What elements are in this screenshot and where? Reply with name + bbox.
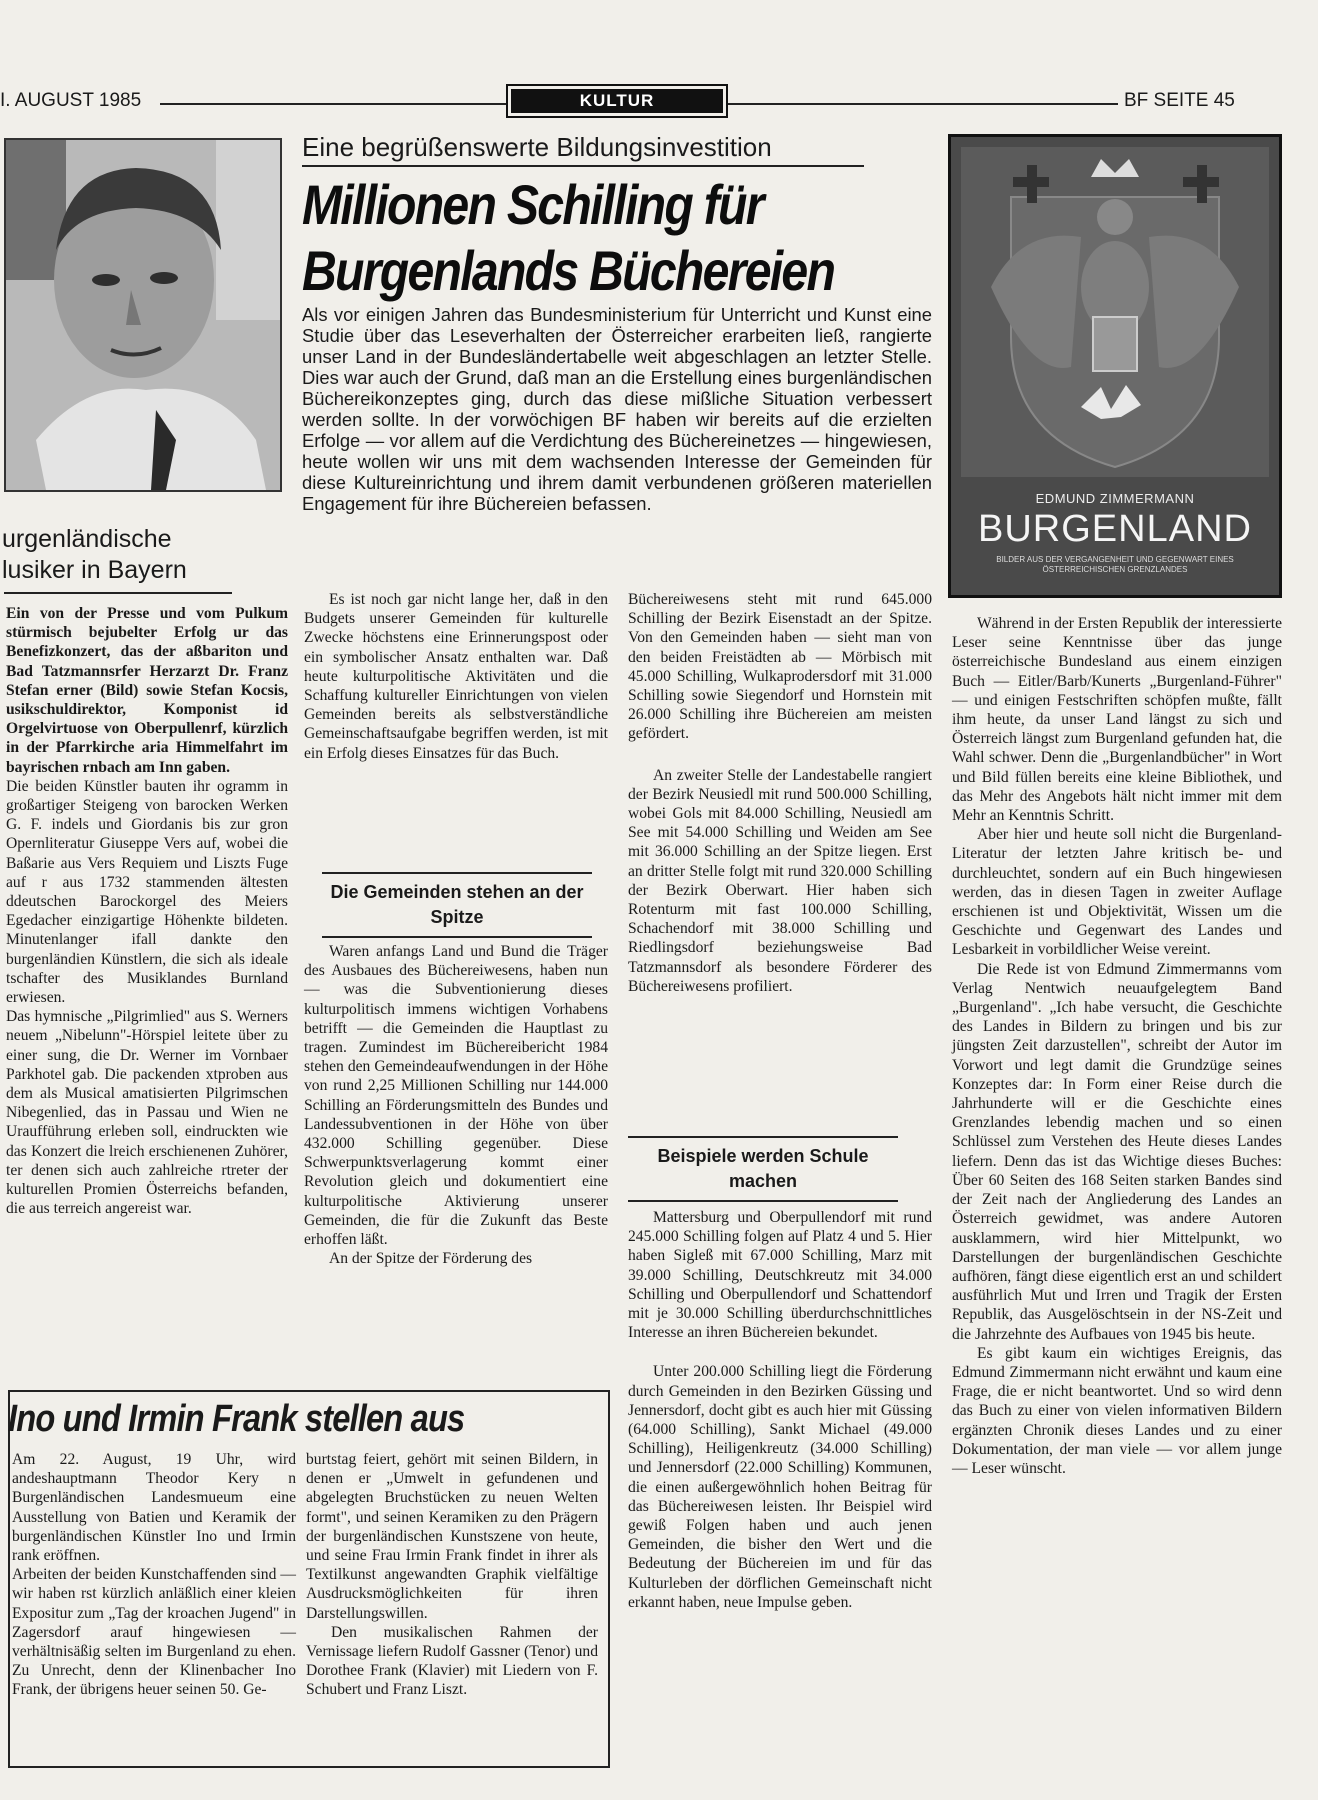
side-headline-line-1: urgenländische [2,525,172,553]
subhead-gemeinden: Die Gemeinden stehen an der Spitze [322,872,592,938]
header-rule-right [728,103,1118,105]
article-paragraph: An zweiter Stelle der Landestabelle rangiert der Bezirk Neusiedl mit rund 500.000 Schilling, wobei Gols mit 84.000 Schilling, Neusiedl am See mit 54.000 Schilling und Weiden am See mit 36.000 Schilling an der Spitze liegen. Erst an dritter Stelle folgt mit rund 320.000 Schilling der Bezirk Oberwart. Hier haben sich Rotenturm mit fast 100.000 Schilling, Schachendorf mit 38.000 Schilling und Riedlingsdorf beziehungsweise Bad Tatzmannsdorf als besondere Förderer des Büchereiwesens profiliert. [628,766,932,995]
exhibition-paragraph: Den musikalischen Rahmen der Vernissage liefern Rudolf Gassner (Tenor) und Dorothee Frank (Klavier) mit Liedern von F. Schubert und Franz Liszt. [306,1623,598,1699]
exhibition-headline: Ino und Irmin Frank stellen aus [8,1398,465,1440]
side-article-paragraph: Das hymnische „Pilgrimlied" aus S. Werners neuem „Nibelunn"-Hörspiel leitete über zu einer sung, die Dr. Werner im Vornbaer Parkhotel gab. Die packenden xtproben aus dem als Musical amatisierten Pilgrimschen Nibegenlied, das in Passau und Wien ne Uraufführung erleben soll, eindruckten wie das Konzert die lreich erschienenen Zuhörer, ter denen sich auch zahlreiche rtreter der kulturellen Promien Österreichs befanden, die aus terreich angereist war. [6,1008,288,1218]
review-paragraph: Es gibt kaum ein wichtiges Ereignis, das Edmund Zimmermann nicht erwähnt und kaum eine Frage, die er nicht beantwortet. Und so wird denn das Buch zu einer von vielen informativen Bildern ergänzten Chronik dieses Landes und zu einer Dokumentation, der man viele — vor allem junge — Leser wünscht. [952,1344,1282,1477]
header-rule-left [160,103,506,105]
section-label: KULTUR [511,89,723,113]
article-column-1 [304,590,608,763]
headline-line-2: Burgenlands Büchereien [302,239,835,302]
portrait-image [6,140,280,490]
book-cover [948,134,1282,598]
subhead-beispiele: Beispiele werden Schule machen [628,1136,898,1202]
article-column-1-cont [304,942,608,1268]
portrait-photo [4,138,282,492]
review-paragraph: Während in der Ersten Republik der interessierte Leser seine Kenntnisse über das junge österreichische Bundesland aus einem einzigen Buch — Eitler/Barb/Kunerts „Burgenland-Führer" — und einigen Festschriften schöpfen mußte, fällt ihm heute, da unser Land längst zu sich und Österreich längst zum Burgenland gefunden hat, die Wahl schwer. Denn die „Burgenlandbücher" in Wort und Bild füllen bereits eine kleine Bibliothek, und das Mehr des Angebots hält nicht immer mit dem Mehr an Kenntnis Schritt. [952,615,1282,825]
side-article-intro: Ein von der Presse und vom Pulkum stürmisch bejubelter Erfolg ur das Benefizkonzert, das der aßbariton und Bad Tatzmannsrfer Herzarzt Dr. Franz Stefan erner (Bild) sowie Stefan Kocsis, usikschuldirektor, Komponist id Orgelvirtuose von Oberpullenrf, kürzlich in der Pfarrkirche aria Himmelfahrt im bayrischen rnbach am Inn gaben. [6,605,288,776]
side-article-paragraph: Die beiden Künstler bauten ihr ogramm in großartiger Steigeng von barocken Werken G. F. indels und Giordanis bis zur gron Opernliteratur Giuseppe Vers auf, wobei die Baßarie aus Vers Requiem und Liszts Fuge auf r aus 1732 stammenden ältesten ddeutschen Barockorgel des Meiers Egedacher einzigartige Höhenkte bildeten. Minutenlanger ifall dankte den burgenländien Künstlern, die sich als ideale tschafter des Musiklandes Burnland erwiesen. [6,777,288,1007]
article-paragraph: Waren anfangs Land und Bund die Träger des Ausbaues des Büchereiwesens, haben nun — was die Subventionierung dieses kulturpolitisch immens wichtigen Vorhabens betrifft — die Gemeinden die Hauptlast zu tragen. Zumindest im Büchereibericht 1984 stehen den Gemeindeaufwendungen in der Höhe von rund 2,25 Millionen Schilling nur 144.000 Schilling an Förderungsmitteln des Bundes und Landessubventionen in der Höhe von über 432.000 Schilling gegenüber. Diese Schwerpunktsverlagerung kommt einer Revolution gleich und dokumentiert eine kulturpolitische Aktivierung unserer Gemeinden, die für die Zukunft das Beste erhoffen läßt. [304,943,608,1249]
exhibition-column-1 [12,1450,296,1700]
side-article-body [6,604,288,1219]
article-paragraph: Unter 200.000 Schilling liegt die Förderung durch Gemeinden in den Bezirken Güssing und Jennersdorf, docht gibt es auch hier mit Güssing (64.000 Schilling), Sankt Michael (49.000 Schilling), Heiligenkreutz (34.000 Schilling) und Jennersdorf (22.000 Schilling) Kommunen, die einen außergewöhnlich hohen Beitrag für das Büchereiwesen leisten. Ihr Beispiel wird gewiß Folgen haben und auch jenen Gemeinden, die bisher den Wert und die Bedeutung der Büchereien im und für das Kulturleben der dörflichen Gemeinschaft nicht erkannt haben, neue Impulse geben. [628,1363,932,1611]
article-paragraph: Büchereiwesens steht mit rund 645.000 Schilling der Bezirk Eisenstadt an der Spitze. Von den Gemeinden haben — sieht man von den beiden Freistädten ab — Mörbisch mit 45.000 Schilling, Wulkaprodersdorf mit 31.000 Schilling sowie Siegendorf und Hornstein mit 26.000 Schilling ihre Büchereien am meisten gefördert. [628,591,932,743]
issue-date: I. AUGUST 1985 [0,90,142,111]
article-column-2 [628,590,932,996]
review-paragraph: Die Rede ist von Edmund Zimmermanns vom Verlag Nentwich neuaufgelegtem Band „Burgenland". „Ich habe versucht, die Geschichte des Landes in Bildern zu bringen und bis zur jüngsten Zeit darzustellen", schreibt der Autor im Vorwort und legt damit die Grundzüge seines Konzeptes dar: In Form einer Reise durch die Jahrhunderte will er die Geschichte eines Grenzlandes lebendig machen und so einen Schlüssel zum Verstehen des Heute dieses Landes liefern. Denn das ist das Wichtige dieses Buches: Über 60 Seiten des 168 Seiten starken Bandes sind der Zeit nach der Angliederung des Landes an Österreich gewidmet, was andere Autoren ausklammern, wird hier Mittelpunkt, wo Darstellungen der burgenländischen Geschichte aufhören, fängt diese eigentlich erst an und schildert ausführlich Mut und Irren und Tragik der Ersten Republik, das Ausgelöschtsein in der NS-Zeit und die Jahrzehnte des Aufbaues von 1945 bis heute. [952,960,1282,1343]
article-column-2-cont [628,1208,932,1612]
kicker-rule [302,165,864,167]
side-headline-line-2: lusiker in Bayern [2,556,187,584]
article-kicker: Eine begrüßenswerte Bildungsinvestition [302,132,772,162]
exhibition-paragraph: Arbeiten der beiden Kunstchaffenden sind — wir haben rst kürzlich anläßlich einer kleien Expositur zum „Tag der kroachen Jugend" in Zagersdorf arauf hingewiesen — verhältnisäßig selten im Burgenland zu ehen. Zu Unrecht, denn der Klinenbacher Ino Frank, der übrigens heuer seinen 50. Ge- [12,1566,296,1699]
side-article-headline [2,524,187,586]
exhibition-column-2 [306,1450,598,1700]
exhibition-paragraph: burtstag feiert, gehört mit seinen Bildern, in denen er „Umwelt in gefundenen und abgelegten Bruchstücken zu neuen Welten formt", und seinen Keramiken zu den Prägern der burgenländischen Kunstszene von heute, und seine Frau Irmin Frank findet in ihrer als Textilkunst angewandten Graphik vielfältige Ausdrucksmöglichkeiten für ihren Darstellungswillen. [306,1451,598,1622]
article-headline [302,172,852,304]
book-title: BURGENLAND [978,508,1252,550]
article-lead: Als vor einigen Jahren das Bundesministerium für Unterricht und Kunst eine Studie über das Leseverhalten der Österreicher erarbeiten ließ, rangierte unser Land in der Bundesländertabelle weit abgeschlagen an letzter Stelle. Dies war auch der Grund, daß man an die Erstellung eines burgenländischen Büchereikonzeptes ging, durch das diese mißliche Situation verbessert werden sollte. In der vorwöchigen BF haben wir bereits auf die erzielten Erfolge — vor allem auf die Verdichtung des Büchereinetzes — hingewiesen, heute wollen wir uns mit dem wachsenden Interesse der Gemeinden für diese Kultureinrichtung und ihrem damit verbundenen größeren materiellen Engagement für ihre Büchereien befassen. [302,304,932,514]
article-paragraph: An der Spitze der Förderung des [328,1250,533,1268]
side-headline-rule [4,592,232,594]
article-paragraph: Es ist noch gar nicht lange her, daß in den Budgets unserer Gemeinden für kulturelle Zwecke höchstens eine Erinnerungspost oder ein symbolischer Ansatz enthalten war. Daß heute kulturpolitische Aktivitäten und die Schaffung kultureller Einrichtungen von vielen Gemeinden bereits als selbstverständliche Gemeinschaftsaufgabe begriffen werden, ist mit ein Erfolg dieses Einsatzes für das Buch. [304,591,608,762]
book-subtitle: BILDER AUS DER VERGANGENHEIT UND GEGENWART EINES ÖSTERREICHISCHEN GRENZLANDES [996,555,1234,574]
review-paragraph: Aber hier und heute soll nicht die Burgenland-Literatur der letzten Jahre kritisch be- und durchleuchtet, sondern auf ein Buch hingewiesen werden, das in diesen Tagen in zweiter Auflage erschienen ist und Objektivität, Wissen um die Geschichte und Gegenwart des Landes und Lesbarkeit in vorbildlicher Weise vereint. [952,826,1282,959]
section-label-box [506,84,728,118]
article-paragraph: Mattersburg und Oberpullendorf mit rund 245.000 Schilling folgen auf Platz 4 und 5. Hier haben Sigleß mit 67.000 Schilling, Marz mit 39.000 Schilling, Deutschkreutz mit 34.000 Schilling und Oberpullendorf und Schattendorf mit je 30.000 Schilling überdurchschnittliches Interesse an ihren Büchereien bekundet. [628,1209,932,1342]
exhibition-paragraph: Am 22. August, 19 Uhr, wird andeshauptmann Theodor Kery n Burgenländischen Landesmueum eine Ausstellung von Batien und Keramik der burgenländischen Künstler Ino und Irmin rank eröffnen. [12,1451,296,1565]
book-author: EDMUND ZIMMERMANN [1035,491,1195,506]
headline-line-1: Millionen Schilling für [302,173,763,236]
book-review-body [952,614,1282,1478]
page-number: BF SEITE 45 [1124,90,1235,111]
